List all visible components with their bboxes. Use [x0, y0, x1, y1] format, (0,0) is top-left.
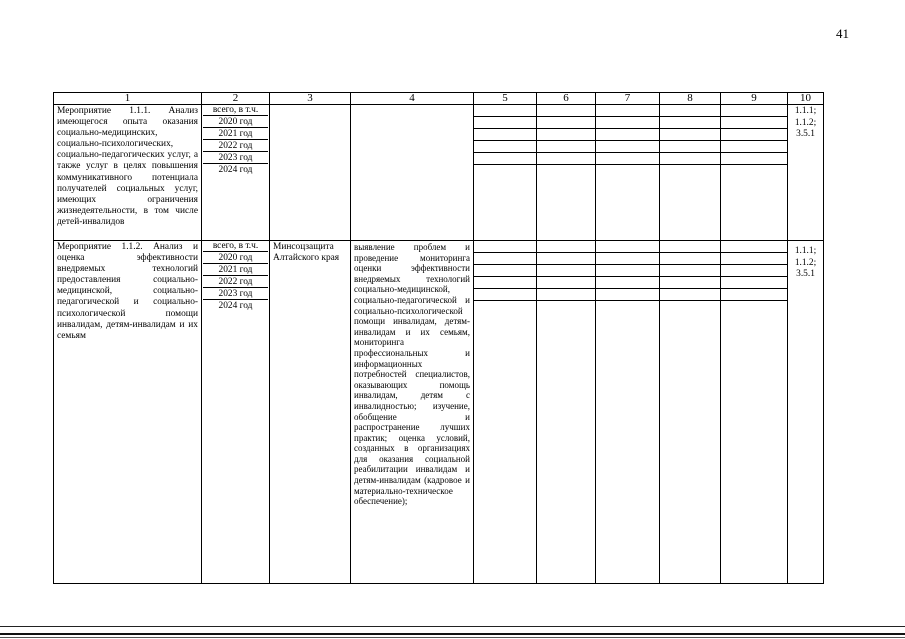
year-2022: 2022 год: [203, 140, 268, 152]
code-item: 1.1.1;: [794, 246, 817, 256]
header-col-8: 8: [687, 92, 693, 104]
header-col-10: 10: [800, 92, 811, 104]
event-1-1-2-text: Мероприятие 1.1.2. Анализ и оценка эффективности внедряемых технологий предоставления социально-медицинской, социально-педагогической и социально-психологической помощи инвалидам, детям-инвалидам и их семьям: [57, 242, 198, 341]
code-item: 3.5.1: [796, 129, 815, 139]
event-1-1-2-description: выявление проблем и проведение мониторинга оценки эффективности внедряемых технологий социально-медицинской, социально-педагогической и социально-психологической помощи инвалидам, детям-инвалидам и их семьям, мониторинга профессиональных и информационных потребностей специалистов, оказывающих помощь инвалидам, детям с инвалидностью; изучение, обобщение и распространение лучших практик; оценка условий, созданных в организациях для оказания социальной реабилитации инвалидам и детям-инвалидам (кадровое и материально-техническое обеспечение);: [354, 242, 470, 507]
header-col-7: 7: [624, 92, 631, 104]
year-2024: 2024 год: [218, 165, 253, 175]
code-item: 1.1.2;: [794, 257, 817, 268]
header-col-1: 1: [124, 92, 131, 104]
event-1-1-2-codes: [788, 246, 823, 281]
event-1-1-1-text: Мероприятие 1.1.1. Анализ имеющегося опыта оказания социально-медицинских, социально-психологических, социально-педагогических услуг, а также услуг в целях повышения коммуникативного потенциала получателей социальных услуг, имеющих ограничения жизнедеятельности, в том числе детей-инвалидов: [57, 106, 198, 227]
year-2020: 2020 год: [203, 252, 268, 264]
event-1-1-1-years: [203, 104, 268, 176]
header-col-2: 2: [232, 92, 239, 104]
year-total: всего, в т.ч.: [203, 240, 268, 252]
header-col-9: 9: [751, 92, 757, 104]
year-2021: 2021 год: [203, 128, 268, 140]
page-number: 41: [836, 26, 849, 41]
year-2023: 2023 год: [203, 288, 268, 300]
header-col-6: 6: [563, 92, 569, 104]
header-col-4: 4: [409, 92, 415, 104]
year-total: всего, в т.ч.: [203, 104, 268, 116]
page-edge-line: [0, 633, 905, 635]
year-2023: 2023 год: [203, 152, 268, 164]
year-2020: 2020 год: [203, 116, 268, 128]
page-edge-line: [0, 626, 905, 627]
event-1-1-1-codes: [788, 106, 823, 141]
year-2022: 2022 год: [203, 276, 268, 288]
year-2024: 2024 год: [218, 301, 253, 311]
year-2021: 2021 год: [203, 264, 268, 276]
event-1-1-2-years: [203, 240, 268, 312]
event-1-1-2-executor: Минсоцзащита Алтайского края: [273, 242, 340, 264]
header-col-5: 5: [502, 92, 508, 104]
header-col-3: 3: [307, 92, 313, 104]
code-item: 3.5.1: [796, 269, 815, 279]
page-edge-line: [0, 637, 905, 638]
code-item: 1.1.1;: [794, 106, 817, 116]
code-item: 1.1.2;: [794, 117, 817, 128]
